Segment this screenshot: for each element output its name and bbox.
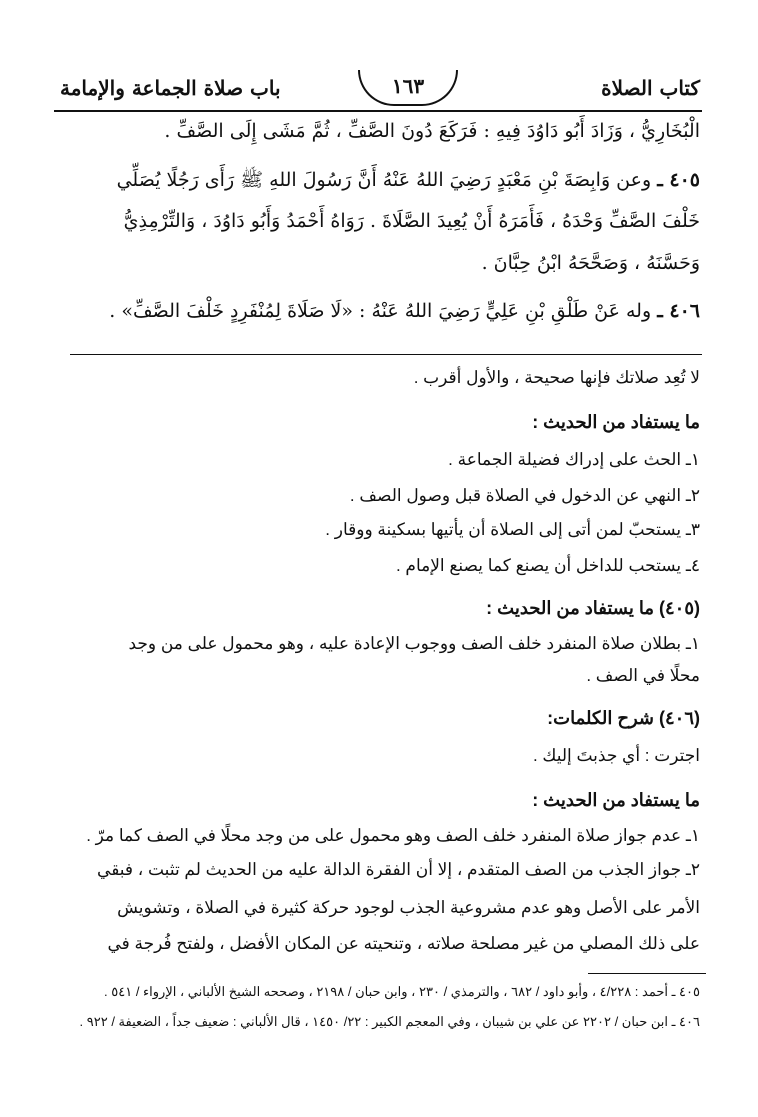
chapter-title: باب صلاة الجماعة والإمامة <box>60 76 281 100</box>
list-item-continuation: الأمر على الأصل وهو عدم مشروعية الجذب لوجود حركة كثيرة في الصلاة ، وتشويش <box>117 898 700 917</box>
hadith-406-text: وله عَنْ طَلْقِ بْنِ عَلِيٍّ رَضِيَ اللهُ عَنْهُ : «لَا صَلَاةَ لِمُنْفَرِدٍ خَلْفَ الصَّفِّ» . <box>109 300 652 322</box>
section-divider <box>70 354 702 355</box>
commentary-line: لا تُعِد صلاتك فإنها صحيحة ، والأول أقرب . <box>413 368 700 387</box>
page-header <box>60 76 700 110</box>
hadith-405-line <box>56 168 700 196</box>
list-item-continuation: محلًا في الصف . <box>586 666 700 685</box>
hadith-405-text: وعن وَابِصَةَ بْنِ مَعْبَدٍ رَضِيَ اللهُ عَنْهُ أَنَّ رَسُولَ اللهِ ﷺ رَأَى رَجُلًا يُصَلِّي <box>116 169 652 191</box>
list-item: ٣ـ يستحبّ لمن أتى إلى الصلاة أن يأتيها بسكينة ووقار . <box>325 520 700 539</box>
hadith-405-line: خَلْفَ الصَّفِّ وَحْدَهُ ، فَأَمَرَهُ أَنْ يُعِيدَ الصَّلَاةَ . رَوَاهُ أَحْمَدُ وَأَبُو دَاوُدَ ، وَالتِّرْمِذِيُّ <box>123 210 700 232</box>
header-rule <box>54 110 702 112</box>
list-item: ١ـ بطلان صلاة المنفرد خلف الصف ووجوب الإعادة عليه ، وهو محمول على من وجد <box>128 634 700 653</box>
section-heading: ما يستفاد من الحديث : <box>532 790 700 810</box>
list-item: ٢ـ جواز الجذب من الصف المتقدم ، إلا أن الفقرة الدالة عليه من الحديث لم تثبت ، فبقي <box>97 860 700 879</box>
footnote: ٤٠٥ ـ أحمد : ٤/٢٢٨ ، وأبو داود / ٦٨٢ ، والترمذي / ٢٣٠ ، وابن حبان / ٢١٩٨ ، وصححه الشيخ الألباني ، الإرواء / ٥٤١ . <box>104 984 700 999</box>
list-item: ١ـ عدم جواز صلاة المنفرد خلف الصف وهو محمول على من وجد محلًا في الصف كما مرّ . <box>86 826 700 845</box>
section-heading: (٤٠٦) شرح الكلمات: <box>547 708 700 728</box>
list-item: ٤ـ يستحب للداخل أن يصنع كما يصنع الإمام . <box>395 556 700 575</box>
list-item: ٢ـ النهي عن الدخول في الصلاة قبل وصول الصف . <box>349 486 700 505</box>
section-heading: ما يستفاد من الحديث : <box>532 412 700 432</box>
matn-line: الْبُخَارِيُّ ، وَزَادَ أَبُو دَاوُدَ فِيهِ : فَرَكَعَ دُونَ الصَّفِّ ، ثُمَّ مَشَى إِلَى الصَّفِّ . <box>164 120 700 142</box>
hadith-number: ٤٠٦ ـ <box>657 300 700 322</box>
footnote: ٤٠٦ ـ ابن حبان / ٢٢٠٢ عن علي بن شيبان ، وفي المعجم الكبير : ٢٢/ ١٤٥٠ ، قال الألباني : ضعيف جداً ، الضعيفة / ٩٢٢ . <box>79 1014 700 1029</box>
word-explanation: اجترت : أي جذبتَ إليك . <box>532 746 700 765</box>
footnote-rule <box>588 973 706 974</box>
hadith-406-line <box>56 300 700 322</box>
section-heading: (٤٠٥) ما يستفاد من الحديث : <box>486 598 700 618</box>
list-item: ١ـ الحث على إدراك فضيلة الجماعة . <box>448 450 700 469</box>
hadith-405-line: وَحَسَّنَهُ ، وَصَحَّحَهُ ابْنُ حِبَّانَ . <box>481 252 700 274</box>
hadith-number: ٤٠٥ ـ <box>657 169 700 191</box>
book-title: كتاب الصلاة <box>601 76 700 100</box>
list-item-continuation: على ذلك المصلي من غير مصلحة صلاته ، وتنحيته عن المكان الأفضل ، ولفتح فُرجة في <box>107 934 700 953</box>
page-number: ١٦٣ <box>358 70 458 106</box>
